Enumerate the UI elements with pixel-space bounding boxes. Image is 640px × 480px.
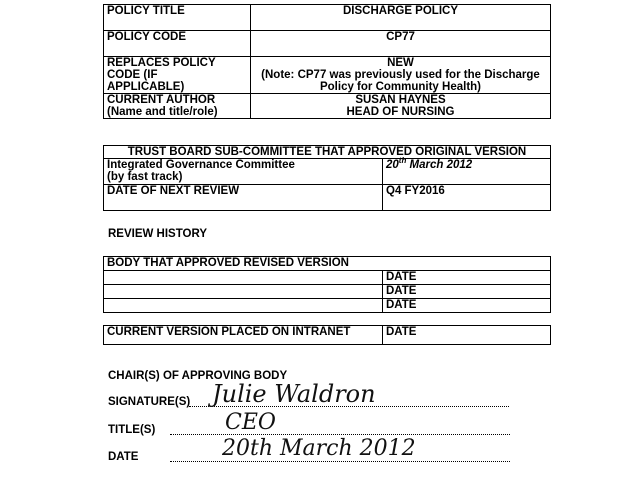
review-date-label: DATE <box>383 271 551 285</box>
title-label: TITLE(S) <box>108 424 156 436</box>
title-dotted-line <box>170 434 510 435</box>
author-role: HEAD OF NURSING <box>346 106 455 118</box>
current-author-row <box>104 94 551 119</box>
current-author-value <box>251 94 551 119</box>
review-body-cell <box>104 299 383 313</box>
handwritten-date: 20th March 2012 <box>222 436 416 461</box>
committee-row <box>104 159 551 185</box>
replaces-value-line-3: Policy for Community Health) <box>319 81 482 93</box>
next-review-label: DATE OF NEXT REVIEW <box>104 185 383 211</box>
intranet-label: CURRENT VERSION PLACED ON INTRANET <box>104 326 383 345</box>
review-history-row <box>104 299 551 313</box>
review-history-row <box>104 271 551 285</box>
next-review-row <box>104 185 551 211</box>
date-label: DATE <box>108 451 139 463</box>
policy-code-row <box>104 31 551 57</box>
review-date-label: DATE <box>383 285 551 299</box>
replaces-policy-label <box>104 57 251 94</box>
approval-date-rest: March 2012 <box>406 159 473 171</box>
date-dotted-line <box>170 461 510 462</box>
replaces-value-line-1: NEW <box>387 57 414 69</box>
current-author-label <box>104 94 251 119</box>
replaces-label-line-3: APPLICABLE) <box>107 81 185 93</box>
policy-code-value: CP77 <box>251 31 551 57</box>
approval-header: TRUST BOARD SUB-COMMITTEE THAT APPROVED ORIGINAL VERSION <box>104 146 551 159</box>
review-date-label: DATE <box>383 299 551 313</box>
policy-details-table <box>103 4 551 119</box>
review-body-cell <box>104 271 383 285</box>
author-label-line-1: CURRENT AUTHOR <box>107 94 216 106</box>
author-label-line-2: (Name and title/role) <box>107 106 218 118</box>
replaces-label-line-2: CODE (IF <box>107 69 158 81</box>
replaces-label-line-1: REPLACES POLICY <box>107 57 216 69</box>
policy-title-value: DISCHARGE POLICY <box>251 5 551 31</box>
signature-label: SIGNATURE(S) <box>108 396 191 408</box>
review-body-header: BODY THAT APPROVED REVISED VERSION <box>104 257 551 271</box>
replaces-policy-row <box>104 57 551 94</box>
approval-header-row <box>104 146 551 159</box>
review-body-cell <box>104 285 383 299</box>
committee-line-2: (by fast track) <box>107 171 183 183</box>
intranet-row <box>104 326 551 345</box>
approval-date <box>383 156 551 185</box>
handwritten-title: CEO <box>225 410 276 435</box>
review-history-row <box>104 285 551 299</box>
author-name: SUSAN HAYNES <box>355 94 446 106</box>
review-history-heading: REVIEW HISTORY <box>108 228 208 240</box>
chair-heading: CHAIR(S) OF APPROVING BODY <box>108 370 288 382</box>
replaces-value-line-2: (Note: CP77 was previously used for the Discharge <box>261 69 540 81</box>
policy-code-label: POLICY CODE <box>104 31 251 57</box>
approval-date-day: 20 <box>386 159 399 171</box>
policy-title-row <box>104 5 551 31</box>
committee-name <box>104 159 383 185</box>
review-history-header-row <box>104 257 551 271</box>
approval-date-suffix: th <box>398 156 407 166</box>
committee-line-1: Integrated Governance Committee <box>107 159 295 171</box>
intranet-date-label: DATE <box>383 326 551 345</box>
next-review-value: Q4 FY2016 <box>383 185 551 211</box>
review-history-table <box>103 256 551 313</box>
approval-table <box>103 145 551 211</box>
replaces-policy-value <box>251 57 551 94</box>
policy-title-label: POLICY TITLE <box>104 5 251 31</box>
intranet-table <box>103 325 551 345</box>
handwritten-signature: Julie Waldron <box>212 380 376 408</box>
